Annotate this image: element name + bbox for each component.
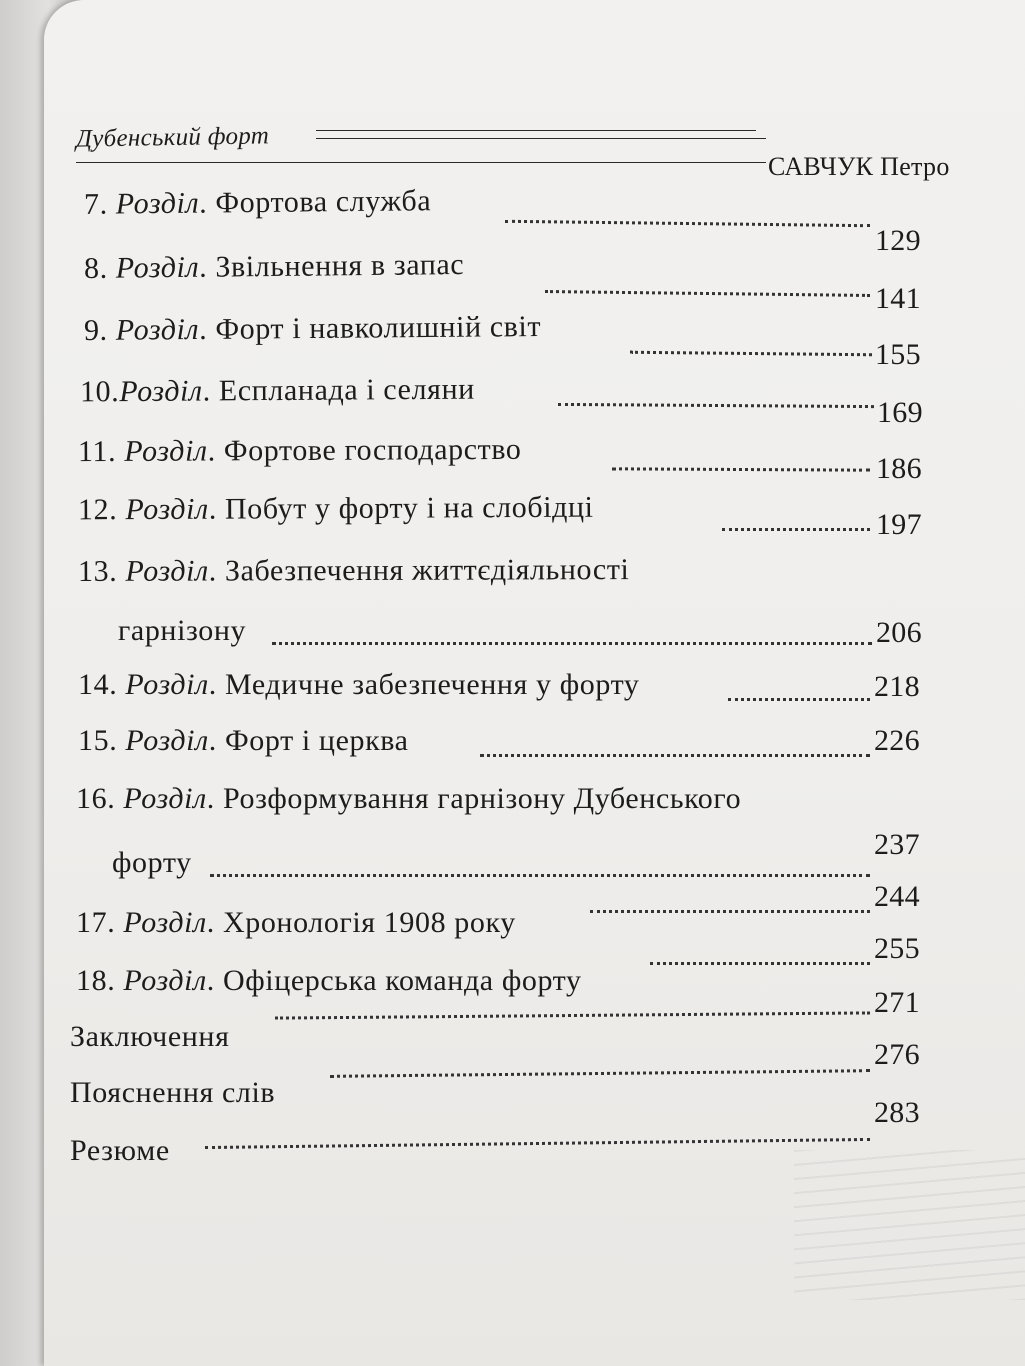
entry-title: . Форт і навколишній світ bbox=[199, 310, 542, 346]
entry-label: Розділ bbox=[124, 434, 208, 468]
toc-entry bbox=[78, 491, 594, 528]
entry-label: Розділ bbox=[115, 312, 200, 347]
entry-label: Розділ bbox=[123, 906, 207, 939]
page-number: 155 bbox=[875, 338, 921, 371]
toc-entry bbox=[84, 310, 541, 348]
toc-entry: Резюме bbox=[70, 1134, 170, 1167]
toc-entry bbox=[84, 248, 465, 286]
entry-number: 12. bbox=[77, 493, 126, 527]
entry-title: . Офіцерська команда форту bbox=[206, 964, 582, 997]
toc-entry-continuation: форту bbox=[112, 846, 192, 879]
toc-entry bbox=[80, 373, 475, 410]
page-number: 218 bbox=[874, 670, 920, 703]
page-number: 206 bbox=[876, 616, 922, 649]
page-number: 276 bbox=[874, 1038, 920, 1071]
leader-dots bbox=[728, 698, 870, 701]
entry-label: Розділ bbox=[125, 668, 209, 701]
toc-entry bbox=[76, 964, 582, 998]
page-number: 186 bbox=[876, 452, 922, 485]
entry-title: . Побут у форту і на слобідці bbox=[208, 490, 594, 526]
page-number: 255 bbox=[874, 932, 920, 965]
entry-number: 8. bbox=[83, 251, 116, 285]
entry-title: . Медичне забезпечення у форту bbox=[208, 668, 640, 701]
entry-title: . Хронологія 1908 року bbox=[206, 906, 516, 939]
page-number: 283 bbox=[874, 1096, 920, 1129]
leader-dots bbox=[650, 962, 870, 965]
header-rule bbox=[316, 130, 756, 131]
entry-number: 14. bbox=[78, 668, 126, 701]
toc-entry-continuation: гарнізону bbox=[118, 614, 247, 647]
page-number: 244 bbox=[874, 880, 920, 913]
toc-entry bbox=[76, 906, 516, 940]
leader-dots bbox=[590, 910, 870, 913]
toc-entry bbox=[84, 184, 432, 222]
toc-entry bbox=[76, 782, 741, 816]
toc-entry bbox=[78, 553, 630, 589]
book-title: Дубенський форт bbox=[75, 122, 270, 153]
page-number: 197 bbox=[876, 508, 922, 541]
entry-number: 9. bbox=[83, 313, 116, 347]
entry-label: Розділ bbox=[125, 492, 209, 527]
entry-title: . Форт і церква bbox=[208, 724, 409, 757]
entry-number: 13. bbox=[77, 554, 126, 588]
entry-label: Розділ bbox=[123, 782, 207, 815]
entry-title: . Розформування гарнізону Дубенського bbox=[206, 782, 742, 815]
toc-entry bbox=[78, 724, 409, 758]
show-through-text bbox=[794, 1150, 1025, 1300]
entry-title: . Еспланада і селяни bbox=[202, 372, 475, 408]
entry-number: 18. bbox=[76, 964, 124, 997]
leader-dots bbox=[722, 528, 870, 531]
entry-label: Розділ bbox=[115, 250, 200, 285]
entry-number: 17. bbox=[76, 906, 124, 939]
page-number: 141 bbox=[875, 282, 921, 315]
entry-label: Розділ bbox=[123, 964, 207, 997]
entry-number: 10. bbox=[79, 375, 120, 409]
entry-number: 15. bbox=[78, 724, 126, 757]
page-number: 226 bbox=[874, 724, 920, 757]
toc-entry bbox=[78, 433, 522, 469]
entry-label: Розділ bbox=[125, 554, 209, 588]
page-number: 129 bbox=[875, 224, 921, 257]
toc-entry bbox=[78, 668, 640, 702]
toc-entry: Пояснення слів bbox=[70, 1076, 276, 1109]
entry-label: Розділ bbox=[119, 374, 203, 409]
entry-label: Розділ bbox=[115, 186, 200, 221]
entry-number: 7. bbox=[83, 187, 116, 221]
header-rule bbox=[76, 162, 766, 163]
page-number: 169 bbox=[877, 396, 923, 429]
entry-title: . Фортове господарство bbox=[207, 432, 522, 468]
page-number: 237 bbox=[874, 828, 920, 861]
running-header bbox=[76, 118, 956, 188]
page-number: 271 bbox=[874, 986, 920, 1019]
author-name: САВЧУК Петро bbox=[768, 152, 950, 181]
entry-title: . Забезпечення життєдіяльності bbox=[208, 553, 630, 588]
leader-dots bbox=[480, 754, 870, 757]
leader-dots bbox=[210, 874, 870, 877]
header-rule bbox=[316, 138, 766, 139]
entry-title: . Фортова служба bbox=[198, 184, 432, 220]
entry-number: 16. bbox=[76, 782, 124, 815]
toc-entry: Заключення bbox=[70, 1020, 230, 1053]
entry-label: Розділ bbox=[125, 724, 209, 757]
entry-number: 11. bbox=[77, 434, 125, 469]
entry-title: . Звільнення в запас bbox=[198, 248, 465, 284]
leader-dots bbox=[272, 642, 872, 645]
